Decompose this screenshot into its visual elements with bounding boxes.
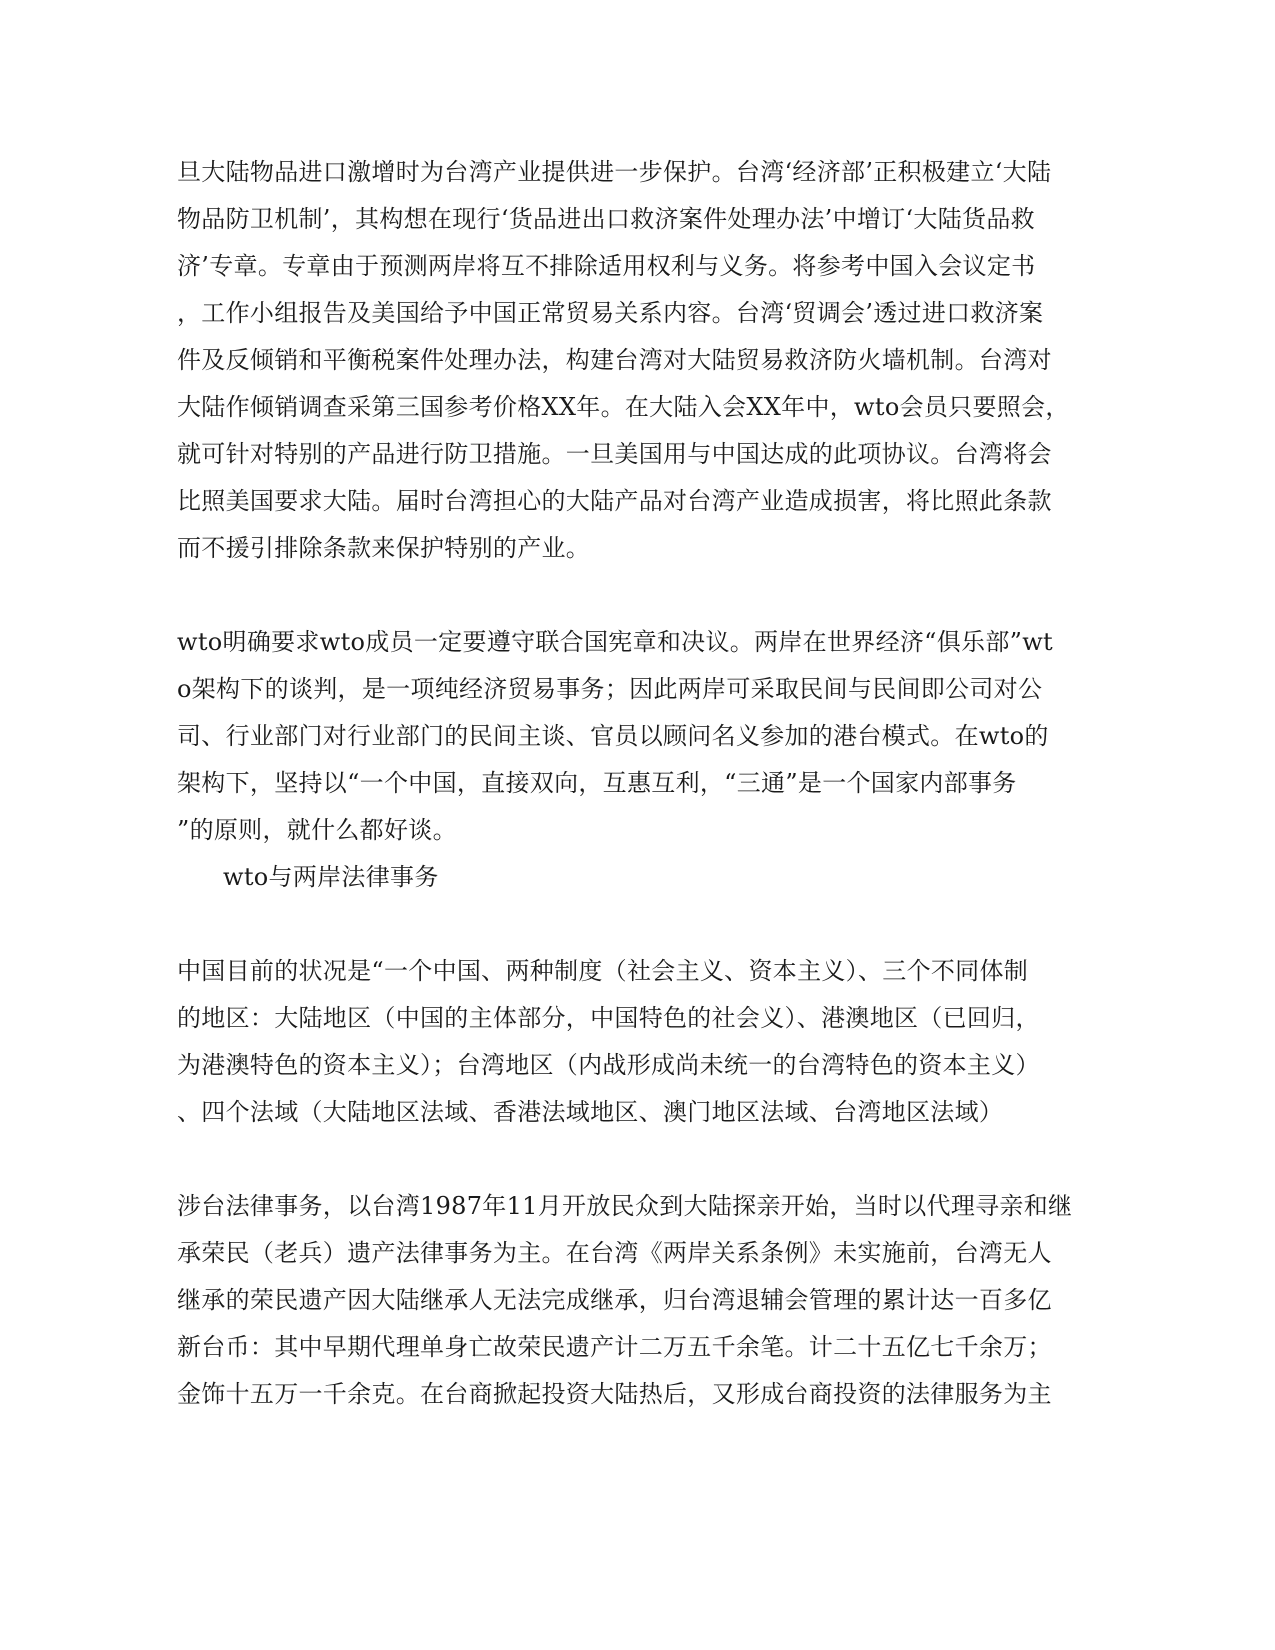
paragraph-2-line-2: o架构下的谈判，是一项纯经济贸易事务；因此两岸可采取民间与民间即公司对公 [177, 675, 1043, 703]
paragraph-4-line-1: 涉台法律事务，以台湾1987年11月开放民众到大陆探亲开始，当时以代理寻亲和继 [177, 1192, 1073, 1220]
paragraph-1-line-2: 物品防卫机制’，其构想在现行‘货品进出口救济案件处理办法’中增订‘大陆货品救 [177, 205, 1035, 233]
paragraph-1-line-7: 就可针对特别的产品进行防卫措施。一旦美国用与中国达成的此项协议。台湾将会 [177, 440, 1052, 468]
paragraph-3-line-1: 中国目前的状况是“一个中国、两种制度（社会主义、资本主义）、三个不同体制 [177, 957, 1029, 985]
paragraph-1-line-8: 比照美国要求大陆。届时台湾担心的大陆产品对台湾产业造成损害，将比照此条款 [177, 487, 1052, 515]
paragraph-1-line-3: 济’专章。专章由于预测两岸将互不排除适用权利与义务。将参考中国入会议定书 [177, 252, 1036, 280]
paragraph-4-line-2: 承荣民（老兵）遗产法律事务为主。在台湾《两岸关系条例》未实施前，台湾无人 [177, 1239, 1052, 1267]
paragraph-1-line-9: 而不援引排除条款来保护特别的产业。 [177, 534, 591, 562]
paragraph-1-line-6: 大陆作倾销调查采第三国参考价格XX年。在大陆入会XX年中，wto会员只要照会， [177, 393, 1070, 421]
paragraph-2-line-1: wto明确要求wto成员一定要遵守联合国宪章和决议。两岸在世界经济“俱乐部”wt [177, 628, 1053, 656]
paragraph-4-line-5: 金饰十五万一千余克。在台商掀起投资大陆热后，又形成台商投资的法律服务为主 [177, 1380, 1052, 1408]
paragraph-2-line-5: ”的原则，就什么都好谈。 [177, 816, 457, 844]
paragraph-3-line-3: 为港澳特色的资本主义）；台湾地区（内战形成尚未统一的台湾特色的资本主义） [177, 1051, 1040, 1079]
paragraph-4-line-4: 新台币：其中早期代理单身亡故荣民遗产计二万五千余笔。计二十五亿七千余万； [177, 1333, 1052, 1361]
paragraph-4-line-3: 继承的荣民遗产因大陆继承人无法完成继承，归台湾退辅会管理的累计达一百多亿 [177, 1286, 1052, 1314]
paragraph-3-line-4: 、四个法域（大陆地区法域、香港法域地区、澳门地区法域、台湾地区法域） [177, 1098, 1004, 1126]
paragraph-1-line-1: 旦大陆物品进口激增时为台湾产业提供进一步保护。台湾‘经济部’正积极建立‘大陆 [177, 158, 1052, 186]
paragraph-3-line-2: 的地区：大陆地区（中国的主体部分，中国特色的社会义）、港澳地区（已回归， [177, 1004, 1040, 1032]
paragraph-1-line-5: 件及反倾销和平衡税案件处理办法，构建台湾对大陆贸易救济防火墙机制。台湾对 [177, 346, 1052, 374]
paragraph-2-line-3: 司、行业部门对行业部门的民间主谈、官员以顾问名义参加的港台模式。在wto的 [177, 722, 1049, 750]
paragraph-2-line-4: 架构下，坚持以“一个中国，直接双向，互惠互利，“三通”是一个国家内部事务 [177, 769, 1017, 797]
section-heading: wto与两岸法律事务 [223, 863, 439, 891]
paragraph-1-line-4: ，工作小组报告及美国给予中国正常贸易关系内容。台湾‘贸调会’透过进口救济案 [177, 299, 1044, 327]
